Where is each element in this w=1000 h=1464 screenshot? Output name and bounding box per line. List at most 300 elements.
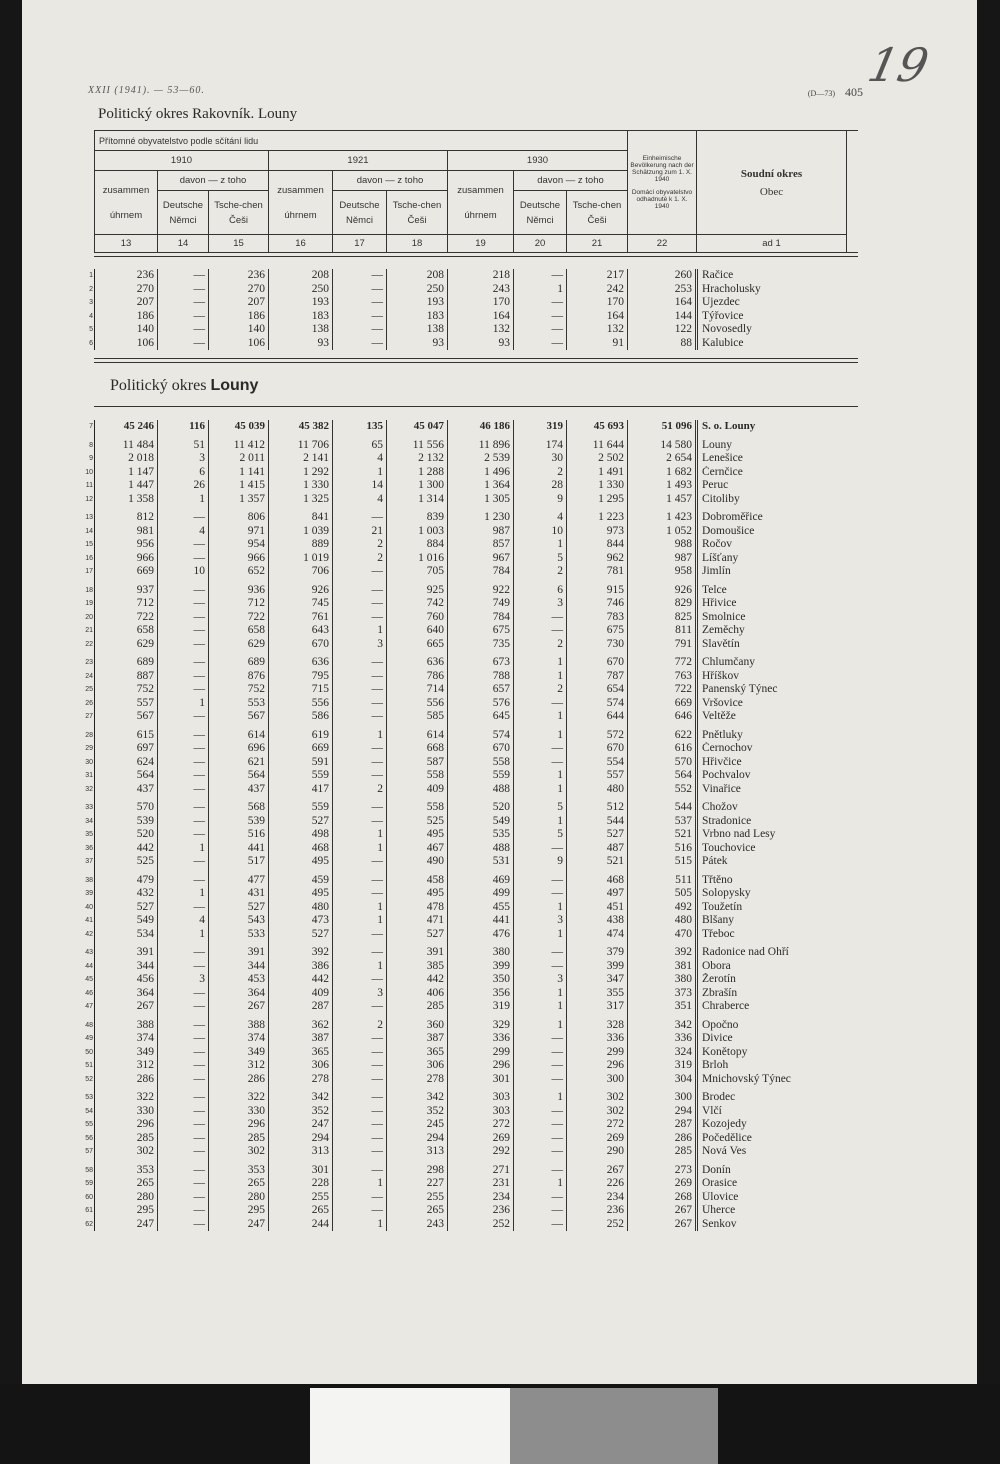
cell-col-20: — (514, 842, 567, 856)
municipality-name: Hracholusky (697, 283, 847, 297)
cell-col-22: 958 (628, 565, 697, 579)
cell-col-13: 567 (95, 710, 158, 724)
cell-col-18: 342 (387, 1086, 448, 1105)
lower-top-rule (94, 406, 858, 407)
row-number: 29 (85, 745, 93, 752)
cell-col-21: 497 (567, 887, 628, 901)
cell-col-20: — (514, 1204, 567, 1218)
cell-col-13: 937 (95, 579, 158, 598)
row-number: 3 (89, 299, 93, 306)
cell-col-22: 811 (628, 624, 697, 638)
cell-col-15: 106 (209, 337, 269, 351)
municipality-name: Jimlín (697, 565, 847, 579)
header-cesi: Češi (228, 214, 248, 226)
row-number: 23 (85, 659, 93, 666)
cell-col-21: 164 (567, 310, 628, 324)
row-number: 44 (85, 963, 93, 970)
cell-col-18: 93 (387, 337, 448, 351)
cell-col-13: 285 (95, 1132, 158, 1146)
header-deutsche: Deutsche (339, 199, 380, 211)
cell-col-13: 432 (95, 887, 158, 901)
header-main: Přítomné obyvatelstvo podle sčítání lidu (95, 131, 628, 151)
cell-col-21: 1 223 (567, 506, 628, 525)
cell-col-17: — (333, 973, 387, 987)
table-row (95, 466, 847, 480)
row-number: 42 (85, 931, 93, 938)
cell-col-15: 1 357 (209, 493, 269, 507)
colnum: ad 1 (697, 235, 847, 253)
cell-col-22: 267 (628, 1218, 697, 1232)
cell-col-15: 453 (209, 973, 269, 987)
table-row (95, 1086, 847, 1105)
cell-col-20: — (514, 1145, 567, 1159)
cell-col-17: — (333, 283, 387, 297)
cell-col-14: — (158, 624, 209, 638)
header-cesi: Češi (407, 214, 427, 226)
table-row (95, 420, 847, 434)
cell-col-16: 889 (269, 538, 333, 552)
header-tschechen: Tsche-chen (392, 199, 442, 211)
cell-col-18: 1 314 (387, 493, 448, 507)
cell-col-18: 742 (387, 597, 448, 611)
cell-col-19: 1 496 (448, 466, 514, 480)
cell-col-16: 365 (269, 1046, 333, 1060)
cell-col-20: — (514, 869, 567, 888)
cell-col-18: 1 300 (387, 479, 448, 493)
cell-col-16: 498 (269, 828, 333, 842)
cell-col-15: 568 (209, 796, 269, 815)
cell-col-18: 1 003 (387, 525, 448, 539)
cell-col-21: 962 (567, 552, 628, 566)
cell-col-18: 285 (387, 1000, 448, 1014)
cell-col-22: 646 (628, 710, 697, 724)
cell-col-22: 1 423 (628, 506, 697, 525)
cell-col-13: 887 (95, 670, 158, 684)
cell-col-18: 313 (387, 1145, 448, 1159)
cell-col-16: 459 (269, 869, 333, 888)
cell-col-16: 745 (269, 597, 333, 611)
table-row (95, 310, 847, 324)
district-title-upper: Politický okres Rakovník. Louny (98, 106, 298, 122)
cell-col-13: 1 358 (95, 493, 158, 507)
cell-col-14: — (158, 1177, 209, 1191)
cell-col-22: 144 (628, 310, 697, 324)
cell-col-16: 473 (269, 914, 333, 928)
cell-col-18: 636 (387, 651, 448, 670)
cell-col-14: — (158, 815, 209, 829)
cell-col-17: — (333, 710, 387, 724)
cell-col-16: 761 (269, 611, 333, 625)
cell-col-15: 364 (209, 987, 269, 1001)
table-row (95, 624, 847, 638)
cell-col-17: — (333, 796, 387, 815)
cell-col-19: 675 (448, 624, 514, 638)
header-deutsche: Deutsche (162, 199, 204, 211)
cell-col-21: 317 (567, 1000, 628, 1014)
cell-col-22: 570 (628, 756, 697, 770)
cell-col-13: 624 (95, 756, 158, 770)
cell-col-15: 971 (209, 525, 269, 539)
cell-col-22: 1 457 (628, 493, 697, 507)
table-row (95, 1046, 847, 1060)
cell-col-18: 705 (387, 565, 448, 579)
row-number: 52 (85, 1076, 93, 1083)
cell-col-15: 247 (209, 1218, 269, 1232)
cell-col-14: — (158, 1032, 209, 1046)
cell-col-17: — (333, 769, 387, 783)
cell-col-21: 654 (567, 683, 628, 697)
municipality-name: Vrbno nad Lesy (697, 828, 847, 842)
cell-col-13: 353 (95, 1159, 158, 1178)
cell-col-18: 409 (387, 783, 448, 797)
cell-col-20: — (514, 1218, 567, 1232)
cell-col-15: 374 (209, 1032, 269, 1046)
cell-col-21: 746 (567, 597, 628, 611)
municipality-name: Brloh (697, 1059, 847, 1073)
table-row (95, 296, 847, 310)
row-number: 2 (89, 286, 93, 293)
cell-col-19: 670 (448, 742, 514, 756)
cell-col-15: 186 (209, 310, 269, 324)
header-soudni: Soudní okres (740, 167, 803, 180)
cell-col-19: 441 (448, 914, 514, 928)
cell-col-16: 636 (269, 651, 333, 670)
cell-col-14: — (158, 1105, 209, 1119)
row-number: 17 (85, 568, 93, 575)
cell-col-20: 1 (514, 724, 567, 743)
cell-col-19: 243 (448, 283, 514, 297)
cell-col-13: 479 (95, 869, 158, 888)
cell-col-13: 689 (95, 651, 158, 670)
cell-col-21: 1 330 (567, 479, 628, 493)
cell-col-21: 302 (567, 1105, 628, 1119)
cell-col-14: 1 (158, 887, 209, 901)
cell-col-17: — (333, 611, 387, 625)
cell-col-18: 714 (387, 683, 448, 697)
cell-col-15: 265 (209, 1177, 269, 1191)
cell-col-13: 2 018 (95, 452, 158, 466)
cell-col-13: 1 147 (95, 466, 158, 480)
cell-col-20: — (514, 1105, 567, 1119)
cell-col-16: 670 (269, 638, 333, 652)
cell-col-18: 585 (387, 710, 448, 724)
cell-col-22: 336 (628, 1032, 697, 1046)
cell-col-16: 795 (269, 670, 333, 684)
cell-col-20: 3 (514, 914, 567, 928)
cell-col-16: 138 (269, 323, 333, 337)
cell-col-21: 252 (567, 1218, 628, 1232)
cell-col-13: 557 (95, 697, 158, 711)
colnum: 13 (95, 235, 158, 253)
cell-col-16: 442 (269, 973, 333, 987)
cell-col-22: 300 (628, 1086, 697, 1105)
page-number-block (808, 85, 863, 100)
cell-col-17: 14 (333, 479, 387, 493)
cell-col-16: 287 (269, 1000, 333, 1014)
header-cesi: Češi (587, 214, 607, 226)
header-obec: Obec (759, 185, 784, 198)
page-reference: XXII (1941). — 53—60. (88, 85, 205, 96)
table-row (95, 337, 847, 351)
cell-col-14: — (158, 1145, 209, 1159)
cell-col-19: 455 (448, 901, 514, 915)
cell-col-15: 954 (209, 538, 269, 552)
cell-col-18: 587 (387, 756, 448, 770)
cell-col-22: 616 (628, 742, 697, 756)
cell-col-21: 675 (567, 624, 628, 638)
cell-col-18: 193 (387, 296, 448, 310)
municipality-name: Chlumčany (697, 651, 847, 670)
cell-col-19: 576 (448, 697, 514, 711)
cell-col-15: 302 (209, 1145, 269, 1159)
row-number: 5 (89, 326, 93, 333)
cell-col-15: 806 (209, 506, 269, 525)
cell-col-17: — (333, 597, 387, 611)
cell-col-17: — (333, 1145, 387, 1159)
cell-col-19: 2 539 (448, 452, 514, 466)
cell-col-17: — (333, 756, 387, 770)
cell-col-17: — (333, 1159, 387, 1178)
municipality-name: Kozojedy (697, 1118, 847, 1132)
cell-col-19: 735 (448, 638, 514, 652)
cell-col-15: 517 (209, 855, 269, 869)
cell-col-15: 553 (209, 697, 269, 711)
municipality-name: Slavětín (697, 638, 847, 652)
cell-col-21: 730 (567, 638, 628, 652)
cell-col-15: 621 (209, 756, 269, 770)
cell-col-20: 1 (514, 538, 567, 552)
cell-col-19: 673 (448, 651, 514, 670)
cell-col-15: 966 (209, 552, 269, 566)
cell-col-17: 4 (333, 452, 387, 466)
cell-col-15: 280 (209, 1191, 269, 1205)
header-total-1921 (269, 171, 333, 235)
cell-col-19: 319 (448, 1000, 514, 1014)
cell-col-22: 122 (628, 323, 697, 337)
cell-col-20: — (514, 742, 567, 756)
cell-col-13: 956 (95, 538, 158, 552)
section-rule (94, 358, 858, 363)
cell-col-19: 784 (448, 565, 514, 579)
cell-col-15: 629 (209, 638, 269, 652)
cell-col-17: — (333, 1059, 387, 1073)
cell-col-21: 554 (567, 756, 628, 770)
cell-col-22: 511 (628, 869, 697, 888)
cell-col-14: — (158, 579, 209, 598)
table-row (95, 887, 847, 901)
cell-col-13: 391 (95, 941, 158, 960)
cell-col-13: 140 (95, 323, 158, 337)
cell-col-22: 287 (628, 1118, 697, 1132)
municipality-name: Opočno (697, 1014, 847, 1033)
cell-col-17: — (333, 1046, 387, 1060)
cell-col-17: 1 (333, 466, 387, 480)
municipality-name: Úherce (697, 1204, 847, 1218)
cell-col-18: 668 (387, 742, 448, 756)
cell-col-19: 784 (448, 611, 514, 625)
cell-col-20: — (514, 310, 567, 324)
cell-col-22: 470 (628, 928, 697, 942)
cell-col-16: 342 (269, 1086, 333, 1105)
cell-col-19: 469 (448, 869, 514, 888)
row-number: 25 (85, 686, 93, 693)
header-nemci: Němci (346, 214, 373, 226)
cell-col-14: — (158, 1218, 209, 1232)
cell-col-21: 781 (567, 565, 628, 579)
header-zusammen: zusammen (457, 184, 504, 196)
cell-col-15: 295 (209, 1204, 269, 1218)
cell-col-14: — (158, 869, 209, 888)
cell-col-21: 267 (567, 1159, 628, 1178)
cell-col-17: 3 (333, 987, 387, 1001)
cell-col-13: 549 (95, 914, 158, 928)
cell-col-21: 438 (567, 914, 628, 928)
table-row (95, 1032, 847, 1046)
cell-col-14: 1 (158, 697, 209, 711)
header-uhrnem: úhrnem (464, 209, 497, 221)
header-davon-1910: davon — z toho (158, 171, 269, 191)
cell-col-18: 467 (387, 842, 448, 856)
cell-col-16: 495 (269, 887, 333, 901)
cell-col-18: 11 556 (387, 434, 448, 453)
row-number: 24 (85, 673, 93, 680)
table-row (95, 1204, 847, 1218)
cell-col-17: 21 (333, 525, 387, 539)
cell-col-15: 712 (209, 597, 269, 611)
cell-col-15: 652 (209, 565, 269, 579)
cell-col-15: 876 (209, 670, 269, 684)
cell-col-18: 45 047 (387, 420, 448, 434)
table-row (95, 973, 847, 987)
cell-col-19: 292 (448, 1145, 514, 1159)
cell-col-15: 344 (209, 960, 269, 974)
cell-col-15: 45 039 (209, 420, 269, 434)
cell-col-22: 829 (628, 597, 697, 611)
cell-col-17: — (333, 323, 387, 337)
municipality-name: Stradonice (697, 815, 847, 829)
cell-col-20: — (514, 1118, 567, 1132)
cell-col-15: 658 (209, 624, 269, 638)
cell-col-22: 515 (628, 855, 697, 869)
cell-col-16: 417 (269, 783, 333, 797)
cell-col-16: 527 (269, 815, 333, 829)
cell-col-13: 330 (95, 1105, 158, 1119)
cell-col-19: 271 (448, 1159, 514, 1178)
colnum: 15 (209, 235, 269, 253)
cell-col-18: 495 (387, 887, 448, 901)
cell-col-22: 269 (628, 1177, 697, 1191)
cell-col-19: 535 (448, 828, 514, 842)
cell-col-16: 45 382 (269, 420, 333, 434)
cell-col-16: 556 (269, 697, 333, 711)
cell-col-17: 135 (333, 420, 387, 434)
header-czech-1930 (567, 191, 628, 235)
table-row (95, 611, 847, 625)
cell-col-13: 437 (95, 783, 158, 797)
row-number: 60 (85, 1194, 93, 1201)
cell-col-19: 269 (448, 1132, 514, 1146)
table-row (95, 506, 847, 525)
cell-col-22: 381 (628, 960, 697, 974)
cell-col-20: 2 (514, 683, 567, 697)
table-row (95, 525, 847, 539)
cell-col-16: 468 (269, 842, 333, 856)
cell-col-19: 170 (448, 296, 514, 310)
cell-col-22: 1 682 (628, 466, 697, 480)
table-row (95, 434, 847, 453)
cell-col-14: — (158, 1191, 209, 1205)
rows_upper-table (94, 269, 847, 350)
municipality-name: Třtěno (697, 869, 847, 888)
cell-col-21: 844 (567, 538, 628, 552)
cell-col-18: 556 (387, 697, 448, 711)
cell-col-13: 207 (95, 296, 158, 310)
cell-col-19: 132 (448, 323, 514, 337)
cell-col-14: — (158, 638, 209, 652)
cell-col-14: 10 (158, 565, 209, 579)
cell-col-22: 505 (628, 887, 697, 901)
cell-col-15: 322 (209, 1086, 269, 1105)
cell-col-22: 722 (628, 683, 697, 697)
cell-col-14: — (158, 987, 209, 1001)
cell-col-14: — (158, 670, 209, 684)
cell-col-16: 527 (269, 928, 333, 942)
row-number: 13 (85, 514, 93, 521)
cell-col-19: 476 (448, 928, 514, 942)
cell-col-21: 670 (567, 651, 628, 670)
cell-col-22: 2 654 (628, 452, 697, 466)
row-number: 6 (89, 340, 93, 347)
cell-col-17: — (333, 887, 387, 901)
row-number: 35 (85, 831, 93, 838)
cell-col-18: 478 (387, 901, 448, 915)
cell-col-18: 884 (387, 538, 448, 552)
cell-col-13: 615 (95, 724, 158, 743)
table-row (95, 1000, 847, 1014)
municipality-name: Týřovice (697, 310, 847, 324)
cell-col-16: 591 (269, 756, 333, 770)
table-row (95, 855, 847, 869)
cell-col-16: 265 (269, 1204, 333, 1218)
cell-col-19: 967 (448, 552, 514, 566)
cell-col-14: — (158, 651, 209, 670)
cell-col-21: 544 (567, 815, 628, 829)
cell-col-19: 296 (448, 1059, 514, 1073)
cell-col-21: 787 (567, 670, 628, 684)
cell-col-17: 2 (333, 1014, 387, 1033)
cell-col-15: 437 (209, 783, 269, 797)
cell-col-13: 722 (95, 611, 158, 625)
cell-col-13: 812 (95, 506, 158, 525)
cell-col-22: 285 (628, 1145, 697, 1159)
municipality-name: Louny (697, 434, 847, 453)
municipality-name: Dobroměřice (697, 506, 847, 525)
cell-col-20: 1 (514, 283, 567, 297)
cell-col-16: 586 (269, 710, 333, 724)
cell-col-16: 619 (269, 724, 333, 743)
cell-col-22: 268 (628, 1191, 697, 1205)
cell-col-22: 286 (628, 1132, 697, 1146)
cell-col-20: 1 (514, 1177, 567, 1191)
cell-col-13: 697 (95, 742, 158, 756)
cell-col-13: 564 (95, 769, 158, 783)
cell-col-14: — (158, 710, 209, 724)
cell-col-17: 4 (333, 493, 387, 507)
cell-col-19: 499 (448, 887, 514, 901)
cell-col-16: 926 (269, 579, 333, 598)
cell-col-18: 227 (387, 1177, 448, 1191)
table-row (95, 597, 847, 611)
